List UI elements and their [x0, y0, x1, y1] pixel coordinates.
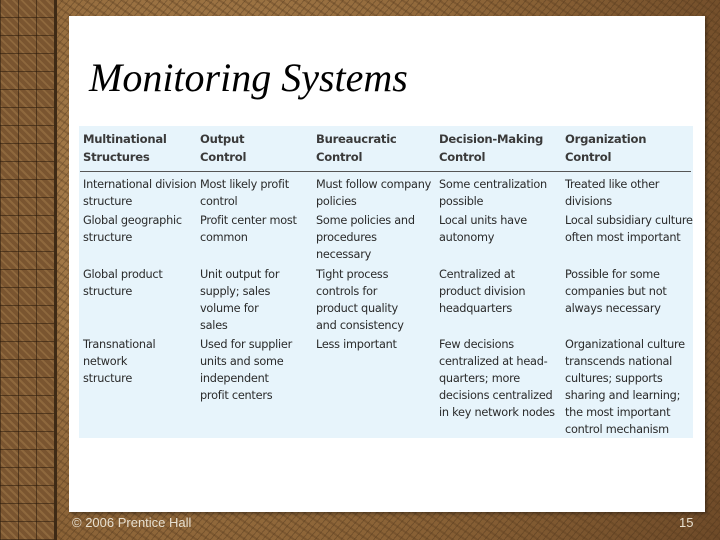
header-multinational-structures: Multinational Structures — [83, 132, 167, 164]
header-divider — [80, 171, 691, 172]
table-cell: Unit output for supply; sales volume for sales — [200, 268, 280, 332]
table-cell: Used for supplier units and some independent profit centers — [200, 338, 292, 402]
table-cell: Organizational culture transcends national cultures; supports sharing and learning; the most important control mechanism — [565, 338, 685, 436]
table-cell: Less important — [316, 338, 397, 351]
table-cell: Possible for some companies but not always necessary — [565, 268, 667, 315]
header-bureaucratic-control: Bureaucratic Control — [316, 132, 397, 164]
decorative-side-strip — [0, 0, 54, 540]
slide-title: Monitoring Systems — [89, 55, 408, 100]
table-cell: Few decisions centralized at head- quarters; more decisions centralized in key network nodes — [439, 338, 555, 419]
header-organization-control: Organization Control — [565, 132, 647, 164]
copyright-footer: © 2006 Prentice Hall — [72, 515, 192, 530]
table-cell: Treated like other divisions — [565, 178, 660, 208]
decorative-strip-edge — [54, 0, 57, 540]
table-cell: Profit center most common — [200, 214, 297, 244]
table-cell: Must follow company policies — [316, 178, 432, 208]
table-cell: Centralized at product division headquarters — [439, 268, 526, 315]
header-decision-making-control: Decision-Making Control — [439, 132, 544, 164]
header-output-control: Output Control — [200, 132, 247, 164]
table-cell: Transnational network structure — [83, 338, 156, 385]
table-cell: Global geographic structure — [83, 214, 182, 244]
table-cell: Global product structure — [83, 268, 163, 298]
table-cell: Some policies and procedures necessary — [316, 214, 415, 261]
table-cell: Local units have autonomy — [439, 214, 527, 244]
table-cell: Some centralization possible — [439, 178, 547, 208]
table-cell: International division structure — [83, 178, 197, 208]
page-number: 15 — [679, 515, 694, 530]
table-cell: Most likely profit control — [200, 178, 289, 208]
table-cell: Tight process controls for product quality and consistency — [316, 268, 404, 332]
table-cell: Local subsidiary culture often most important — [565, 214, 693, 244]
